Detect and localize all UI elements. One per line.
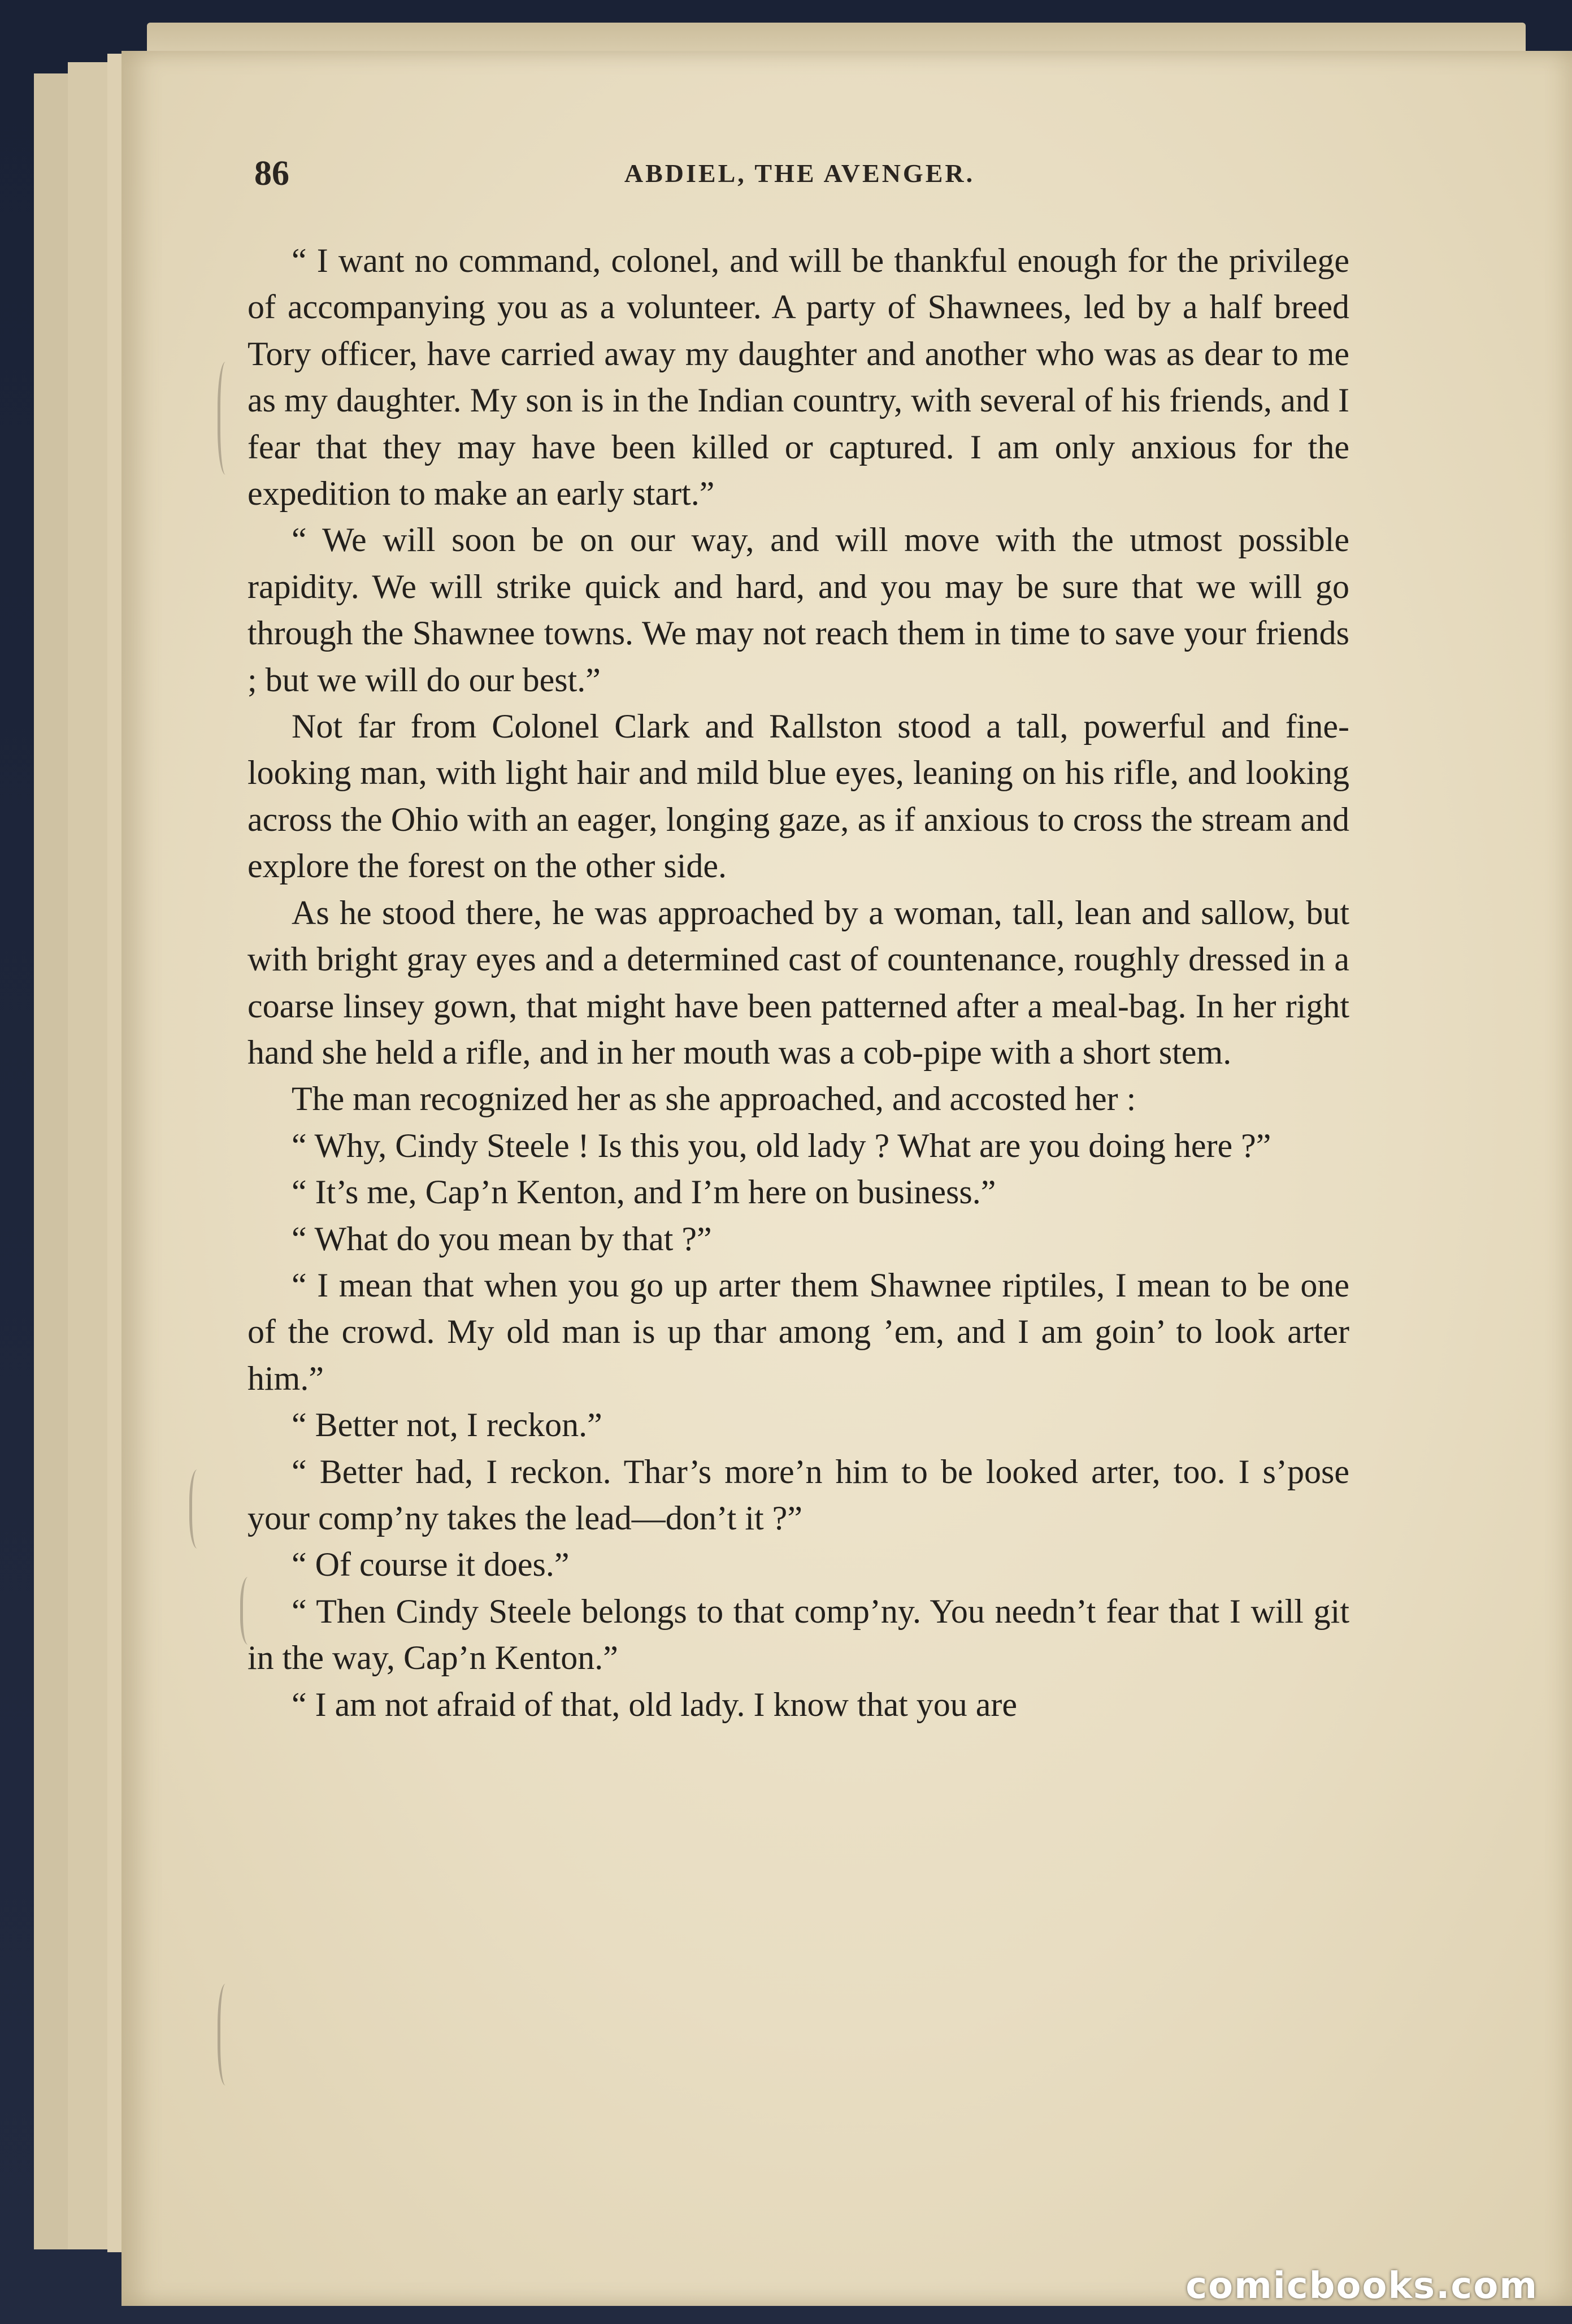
site-watermark: comicbooks.com [1185,2265,1538,2307]
paragraph: “ It’s me, Cap’n Kenton, and I’m here on business.” [292,1173,996,1211]
paragraph: As he stood there, he was approached by a woman, tall, lean and sallow, but with bright gray eyes and a determined cast of countenance, roughly dressed in a coarse linsey gown, that might have been patterned after a meal-bag. In her right hand she held a rifle, and in her mouth was a cob-pipe with a short stem. [247,894,1349,1071]
paragraph: “ What do you mean by that ?” [292,1220,712,1258]
paragraph: “ Better had, I reckon. Thar’s more’n him to be looked arter, too. I s’pose your comp’ny takes the lead—don’t it ?” [247,1452,1349,1537]
page-number: 86 [254,154,289,193]
pencil-margin-mark [189,1469,209,1549]
page-header [254,154,1345,199]
paragraph: “ Of course it does.” [292,1546,570,1584]
paragraph: Not far from Colonel Clark and Rallston stood a tall, powerful and fine-looking man, with light hair and mild blue eyes, leaning on his rifle, and looking across the Ohio with an eager, longing gaze, as if anxious to cross the stream and explore the forest on the other side. [247,708,1349,885]
page-body [247,237,1349,1728]
paragraph: The man recognized her as she approached, and accosted her : [292,1080,1136,1118]
pencil-margin-mark [218,1984,237,2085]
pencil-margin-mark [218,362,237,475]
running-head: ABDIEL, THE AVENGER. [624,159,975,188]
paragraph: “ Better not, I reckon.” [292,1406,602,1444]
paragraph: “ I mean that when you go up arter them Shawnee riptiles, I mean to be one of the crowd. My old man is up thar among ’em, and I am goin’ to look arter him.” [247,1266,1349,1397]
paragraph: “ I am not afraid of that, old lady. I know that you are [292,1685,1018,1723]
paragraph: “ We will soon be on our way, and will move with the utmost possible rapidity. We will strike quick and hard, and you may be sure that we will go through the Shawnee towns. We may not reach them in time to save your friends ; but we will do our best.” [247,521,1349,699]
paragraph: “ Why, Cindy Steele ! Is this you, old lady ? What are you doing here ?” [292,1126,1271,1164]
paragraph: “ Then Cindy Steele belongs to that comp’ny. You needn’t fear that I will git in the way, Cap’n Kenton.” [247,1592,1349,1677]
paragraph: “ I want no command, colonel, and will be thankful enough for the privilege of accompanying you as a volunteer. A party of Shawnees, led by a half breed Tory officer, have carried away my daughter and another who was as dear to me as my daughter. My son is in the Indian country, with several of his friends, and I fear that they may have been killed or captured. I am only anxious for the expedition to make an early start.” [247,242,1349,513]
